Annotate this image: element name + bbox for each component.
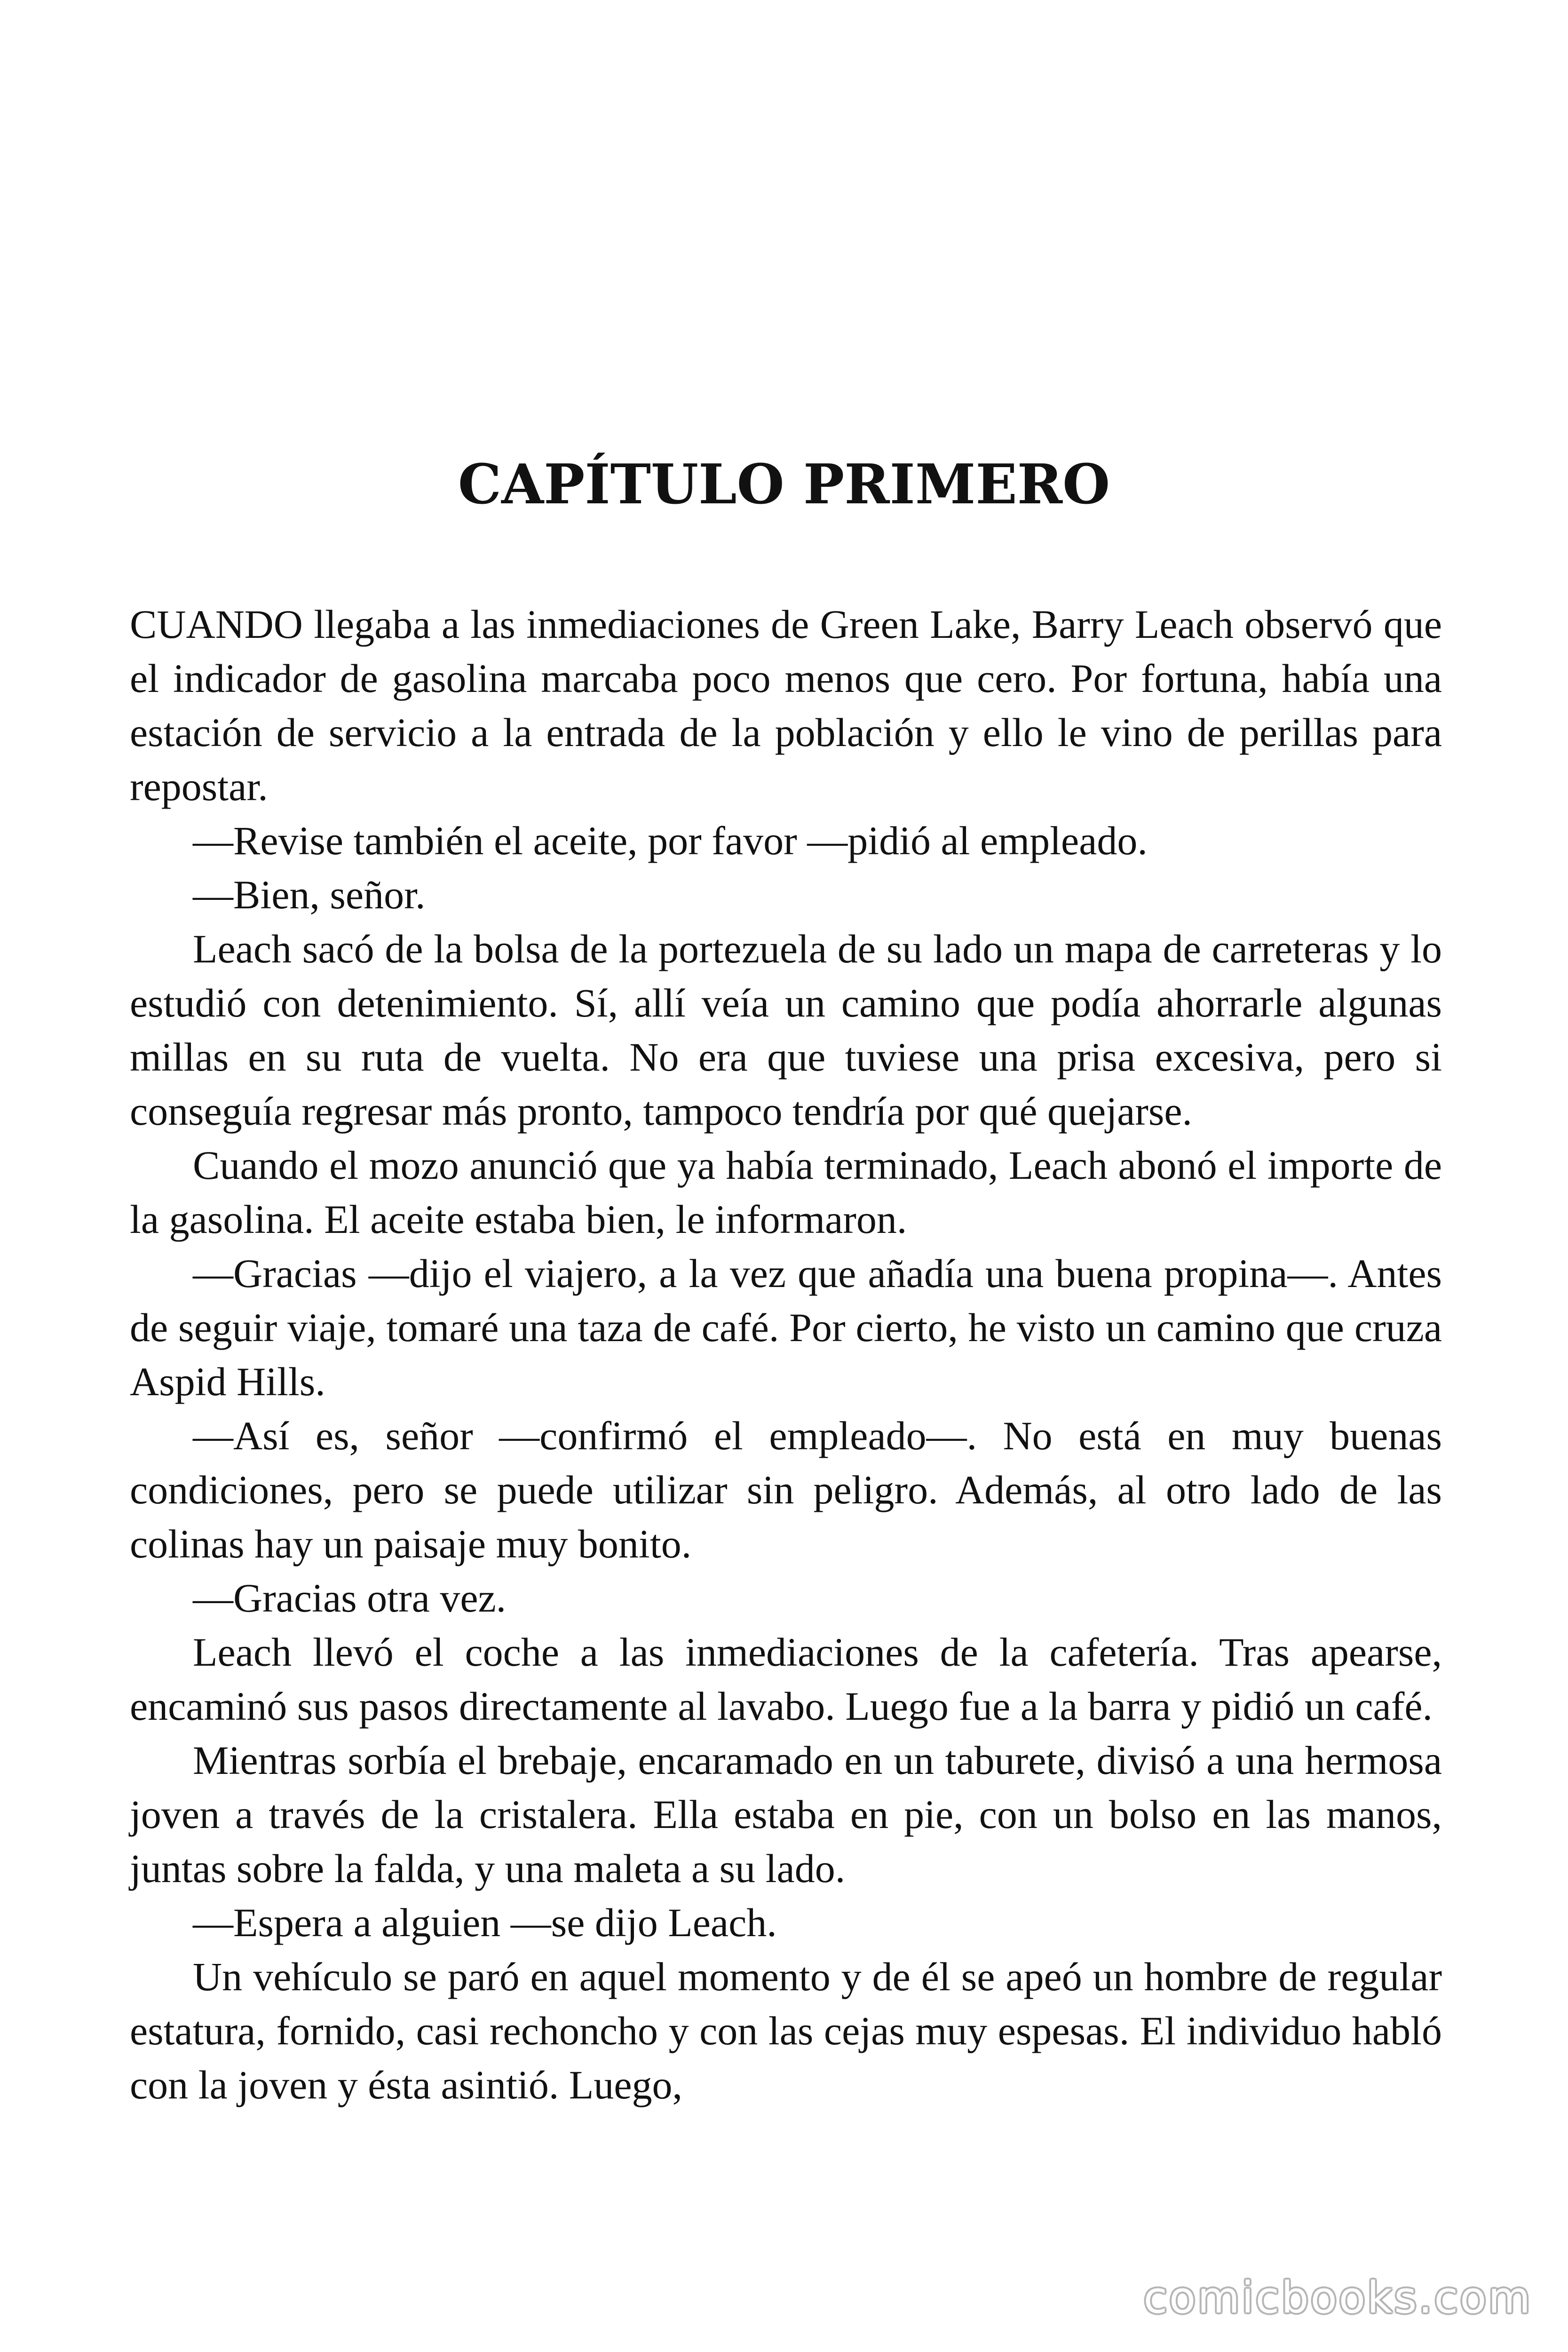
chapter-body bbox=[130, 597, 1442, 2112]
paragraph: Leach llevó el coche a las inmediaciones de la cafetería. Tras apearse, encaminó sus pasos directamente al lavabo. Luego fue a la barra y pidió un café. bbox=[130, 1629, 1442, 1729]
paragraph: —Espera a alguien —se dijo Leach. bbox=[193, 1900, 777, 1945]
chapter-title: CAPÍTULO PRIMERO bbox=[458, 453, 1110, 516]
paragraph: —Gracias —dijo el viajero, a la vez que añadía una buena propina—. Antes de seguir viaje, tomaré una taza de café. Por cierto, he visto un camino que cruza Aspid Hills. bbox=[130, 1251, 1442, 1404]
paragraph: —Así es, señor —confirmó el empleado—. No está en muy buenas condiciones, pero se puede utilizar sin peligro. Además, al otro lado de las colinas hay un paisaje muy bonito. bbox=[130, 1413, 1442, 1566]
paragraph: Leach sacó de la bolsa de la portezuela de su lado un mapa de carreteras y lo estudió con detenimiento. Sí, allí veía un camino que podía ahorrarle algunas millas en su ruta de vuelta. No era que tuviese una prisa excesiva, pero si conseguía regresar más pronto, tampoco tendría por qué quejarse. bbox=[130, 926, 1442, 1134]
paragraph: —Bien, señor. bbox=[193, 872, 426, 917]
paragraph: Mientras sorbía el brebaje, encaramado en un taburete, divisó a una hermosa joven a través de la cristalera. Ella estaba en pie, con un bolso en las manos, juntas sobre la falda, y una maleta a su lado. bbox=[130, 1738, 1442, 1891]
paragraph: Un vehículo se paró en aquel momento y de él se apeó un hombre de regular estatura, fornido, casi rechoncho y con las cejas muy espesas. El individuo habló con la joven y ésta asintió. Luego, bbox=[130, 1954, 1442, 2107]
paragraph: —Gracias otra vez. bbox=[193, 1575, 507, 1621]
paragraph: Cuando el mozo anunció que ya había terminado, Leach abonó el importe de la gasolina. El aceite estaba bien, le informaron. bbox=[130, 1143, 1442, 1242]
watermark: comicbooks.com bbox=[1143, 2273, 1532, 2323]
paragraph: —Revise también el aceite, por favor —pidió al empleado. bbox=[193, 818, 1148, 863]
paragraph: CUANDO llegaba a las inmediaciones de Green Lake, Barry Leach observó que el indicador de gasolina marcaba poco menos que cero. Por fortuna, había una estación de servicio a la entrada de la población y ello le vino de perillas para repostar. bbox=[130, 602, 1442, 809]
